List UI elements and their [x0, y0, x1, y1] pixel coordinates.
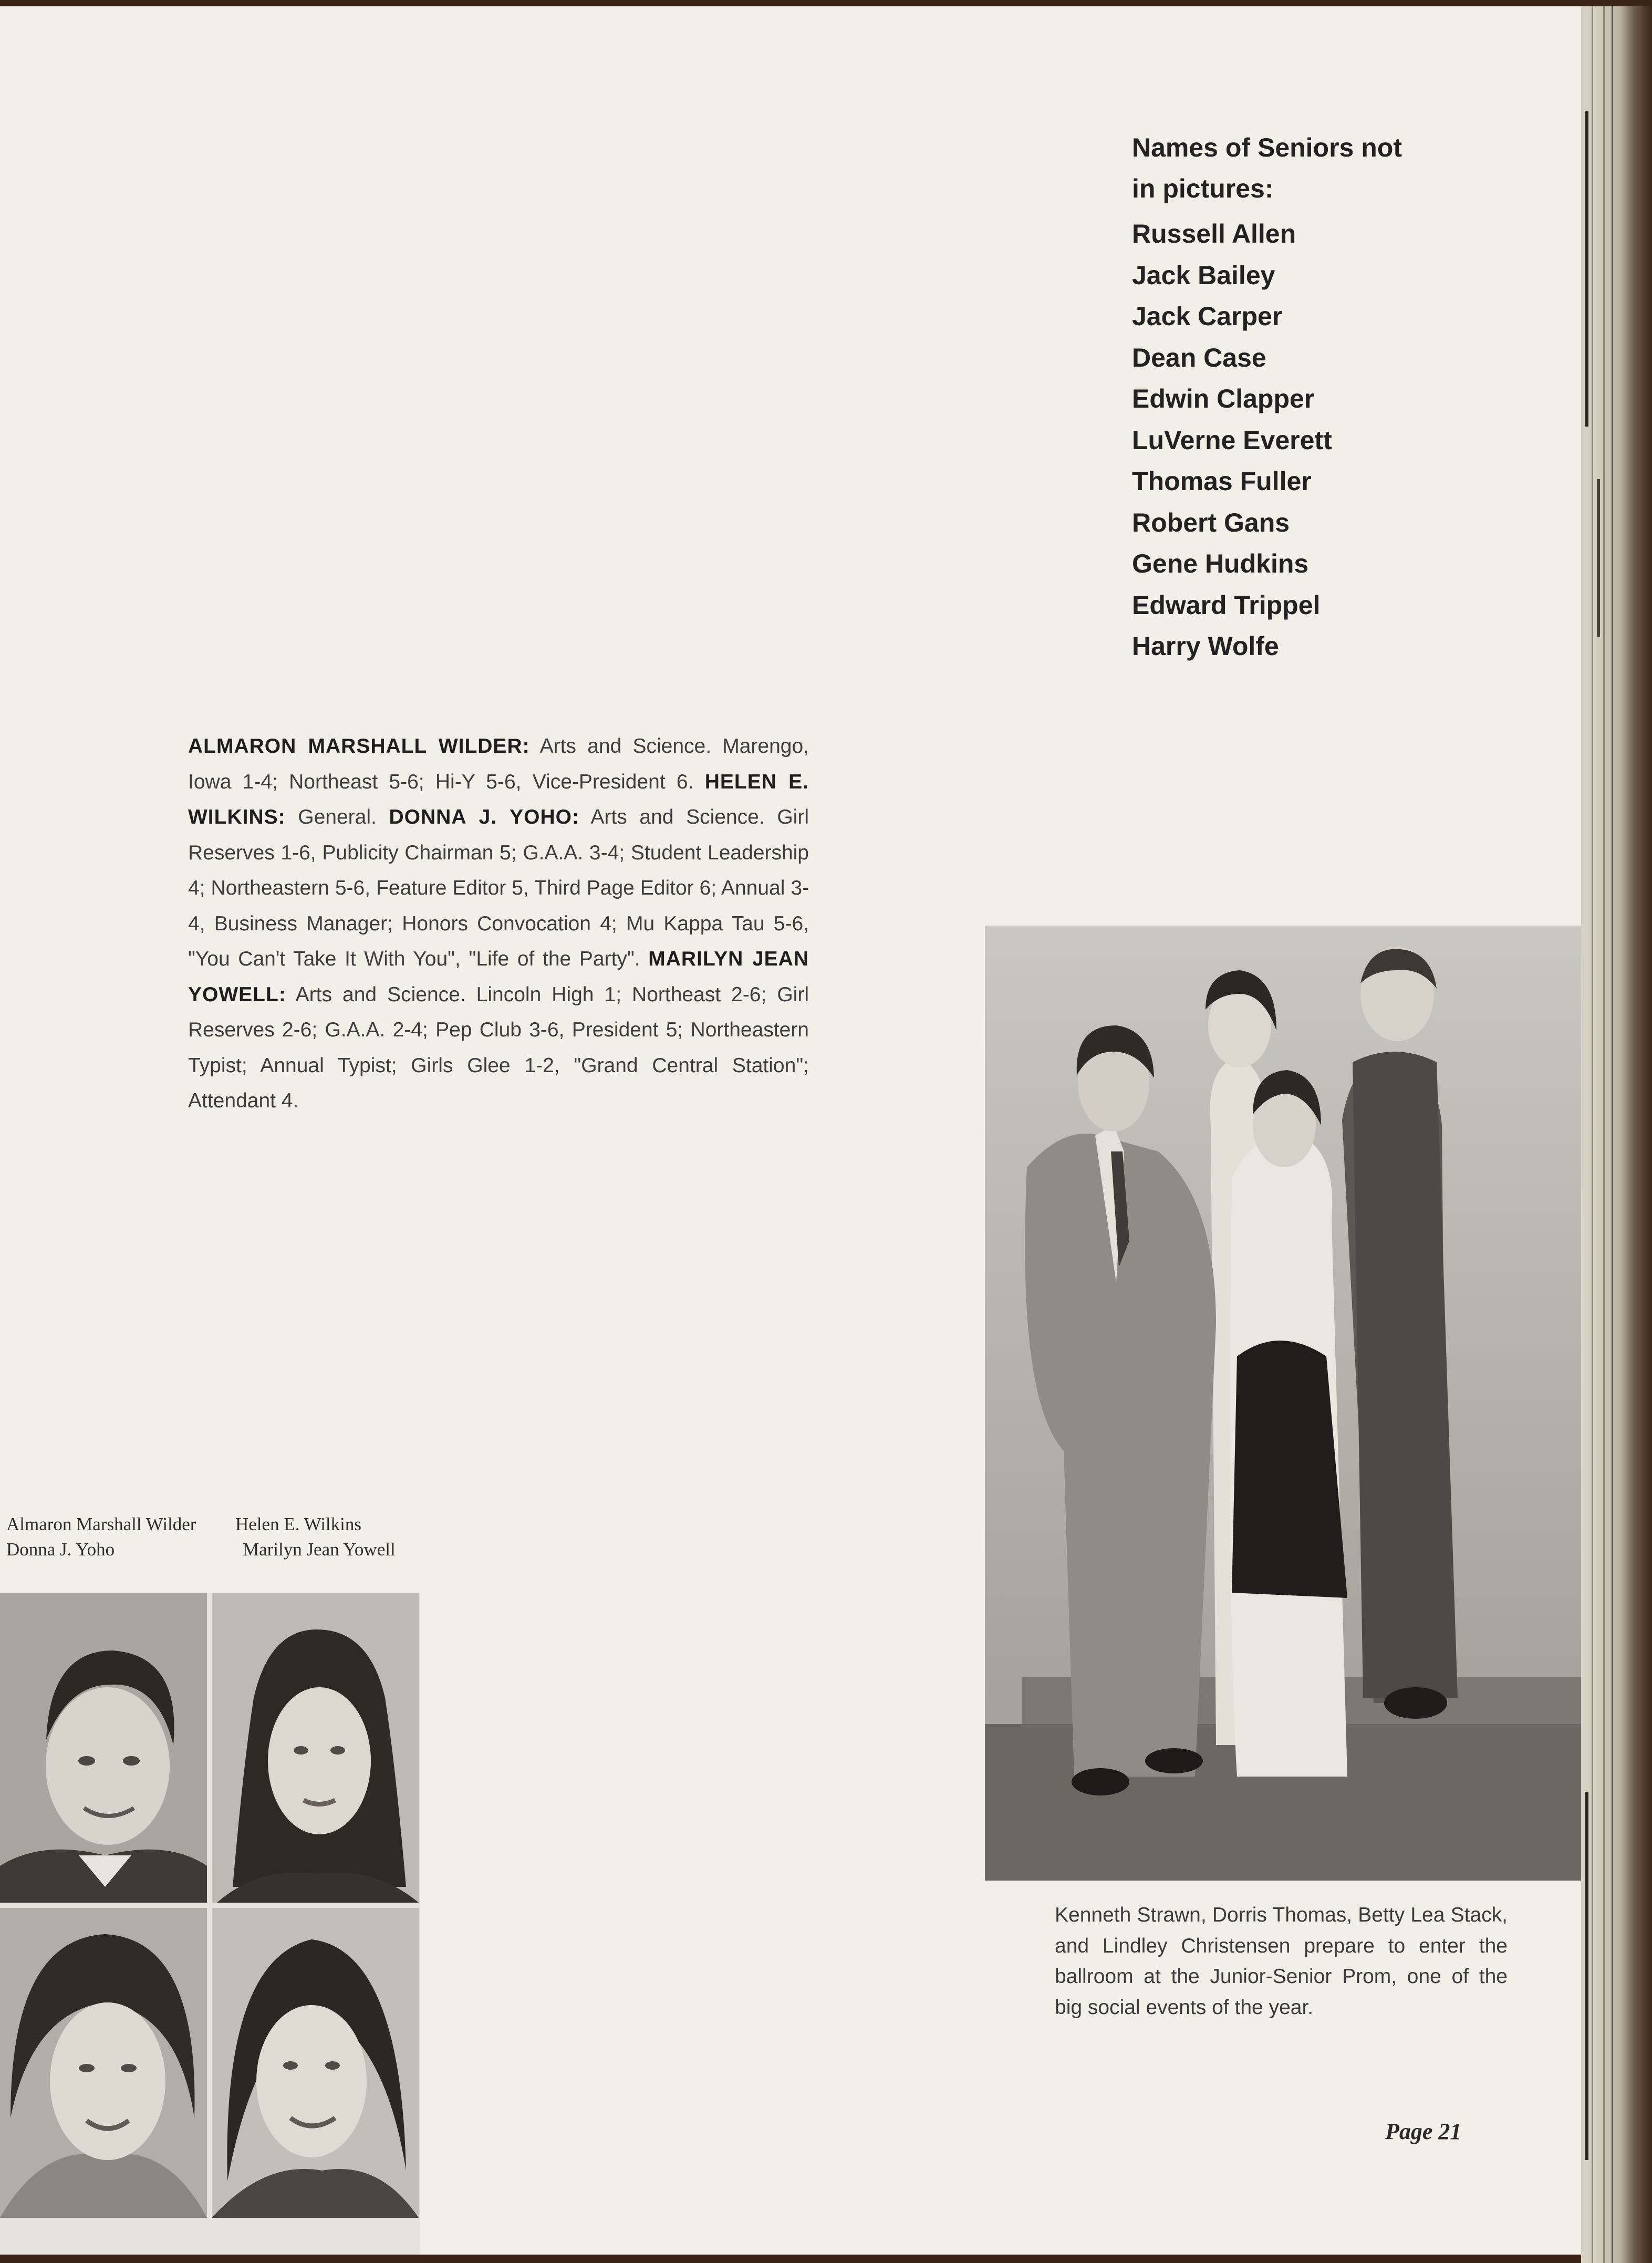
seniors-not-pictured [1132, 127, 1405, 667]
senior-name: Edwin Clapper [1132, 384, 1315, 413]
portrait-name-top-right: Helen E. Wilkins [235, 1514, 361, 1534]
portrait-yowell [212, 1908, 419, 2218]
senior-name: Thomas Fuller [1132, 466, 1312, 496]
bio-text-wilkins: General. [285, 806, 389, 828]
prom-photo [985, 926, 1586, 1881]
senior-name: Harry Wolfe [1132, 631, 1279, 661]
senior-name: Russell Allen [1132, 219, 1296, 248]
edge-line [1612, 6, 1613, 2263]
bio-name-wilder: ALMARON MARSHALL WILDER: [188, 735, 530, 757]
seniors-list [1132, 213, 1405, 667]
portrait-wilder [0, 1593, 207, 1903]
bio-name-yoho: DONNA J. YOHO: [389, 806, 579, 828]
portrait-wilkins [212, 1593, 419, 1903]
senior-portraits [0, 1593, 420, 2255]
bio-name-wilkins: HELEN E. WILKINS: [188, 770, 809, 828]
yearbook-page [0, 6, 1592, 2255]
senior-name: Jack Carper [1132, 302, 1283, 331]
edge-mark [1585, 1792, 1588, 2160]
bio-name-yowell: MARILYN JEAN YOWELL: [188, 948, 809, 1006]
senior-name: Dean Case [1132, 342, 1266, 372]
portrait-name-bottom-left: Donna J. Yoho [6, 1539, 115, 1560]
edge-line [1603, 6, 1605, 2263]
senior-name: LuVerne Everett [1132, 425, 1332, 455]
edge-line [1592, 6, 1593, 2263]
portrait-yoho [0, 1908, 207, 2218]
page-number: Page 21 [1385, 2119, 1462, 2144]
senior-biographies [188, 729, 809, 1119]
book-page-edge [1581, 6, 1652, 2263]
portrait-name-bottom-right: Marilyn Jean Yowell [243, 1539, 396, 1560]
edge-mark [1585, 111, 1588, 427]
portrait-name-top-left: Almaron Marshall Wilder [6, 1514, 196, 1534]
bio-text-yowell: Arts and Science. Lincoln High 1; Northeast 2-6; Girl Reserves 2-6; G.A.A. 2-4; Pep Club 3-6, President 5; Northeastern Typist; Annual Typist; Girls Glee 1-2, "Grand Central Station"; Attendant 4. [188, 983, 809, 1112]
bio-text-yoho: Arts and Science. Girl Reserves 1-6, Publicity Chairman 5; G.A.A. 3-4; Student Leadership 4; Northeastern 5-6, Feature Editor 5, Third Page Editor 6; Annual 3-4, Business Manager; Honors Convocation 4; Mu Kappa Tau 5-6, "You Can't Take It With You", "Life of the Party". [188, 806, 809, 970]
seniors-heading: Names of Seniors not in pictures: [1132, 133, 1402, 203]
bio-text-wilder: Arts and Science. Marengo, Iowa 1-4; Northeast 5-6; Hi-Y 5-6, Vice-President 6. [188, 735, 809, 793]
senior-name: Robert Gans [1132, 507, 1290, 537]
senior-name: Edward Trippel [1132, 590, 1321, 620]
photo-caption: Kenneth Strawn, Dorris Thomas, Betty Lea Stack, and Lindley Christensen prepare to enter the ballroom at the Junior-Senior Prom, one of the big social events of the year. [1055, 1904, 1508, 2019]
senior-name: Jack Bailey [1132, 260, 1275, 290]
senior-name: Gene Hudkins [1132, 549, 1309, 578]
edge-mark [1597, 479, 1600, 637]
